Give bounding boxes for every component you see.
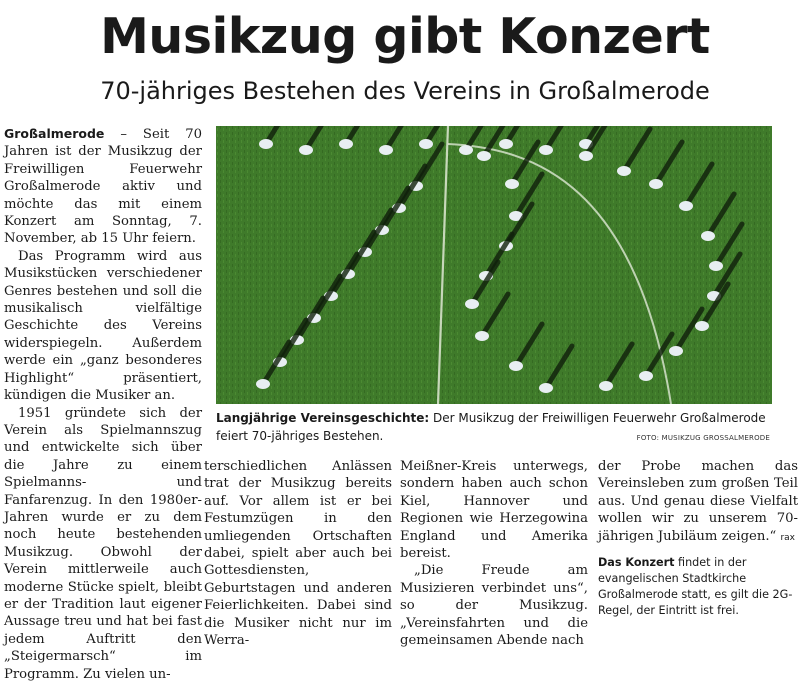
photo-illustration [216,126,772,404]
closing-quote: der Probe machen das Vereinsleben zum großen Teil aus. Und genau diese Vielfalt wollen wir zu unserem 70-jährigen Jubiläum zeigen.“ [598,459,798,544]
subheadline: 70-jähriges Bestehen des Vereins in Großalmerode [0,74,810,108]
concert-info [598,555,798,619]
article-column-2 [204,458,392,649]
musician [477,151,491,161]
author-initials: rax [780,533,795,543]
photo-credit: FOTO: MUSIKZUG GROSSALMERODE [637,434,770,442]
musician [579,151,593,161]
article-paragraph-2: Das Programm wird aus Musikstücken verschiedener Genres bestehen und soll die musikalisch vielfältige Geschichte des Vereins widerspiegeln. Außerdem werde ein „ganz besonderes Highlight“ präsentiert, kündigen die Musiker an. [4,248,202,405]
musician [701,231,715,241]
column-4-text [598,458,798,547]
musician [465,299,479,309]
paragraph-1-text: – Seit 70 Jahren ist der Musikzug der Freiwilligen Feuerwehr Großalmerode aktiv und möchte das mit einem Konzert am Sonntag, 7. November, ab 15 Uhr feiern. [4,127,202,246]
column-3-paragraph-2: „Die Freude am Musizieren verbindet uns“, so der Musikzug. „Vereinsfahrten und die gemeinsamen Abende nach [400,562,588,649]
musician [475,331,489,341]
musician [617,166,631,176]
musician [509,361,523,371]
musician [639,371,653,381]
concert-info-label: Das Konzert [598,556,674,569]
musician [669,346,683,356]
marching-band-aerial-photo [216,126,772,404]
column-3-paragraph-1: Meißner-Kreis unterwegs, sondern haben auch schon Kiel, Hannover und Regionen wie Herzegowina England und Amerika bereist. [400,458,588,562]
musician [679,201,693,211]
musician [599,381,613,391]
musician [299,145,313,155]
musician [256,379,270,389]
article-paragraph-1 [4,125,202,248]
concert-info-text: findet in der evangelischen Stadtkirche Großalmerode statt, es gilt die 2G-Regel, der Eintritt ist frei. [598,556,792,617]
caption-label: Langjährige Vereinsgeschichte: [216,411,429,425]
musician [419,139,433,149]
musician [459,145,473,155]
article-column-1 [4,125,202,683]
musician [695,321,709,331]
musician [339,139,353,149]
musician [649,179,663,189]
musician [709,261,723,271]
article-column-3 [400,458,588,649]
caption-text: Der Musikzug der Freiwilligen Feuerwehr Großalmerode feiert 70-jähriges Bestehen. [216,411,766,443]
musician [539,383,553,393]
dateline: Großalmerode [4,126,104,141]
article-paragraph-3: 1951 gründete sich der Verein als Spielmannszug und entwickelte sich über die Jahre zu einem Spielmanns- und Fanfarenzug. In den 1980er-Jahren wurde er zu dem noch heute bestehenden Musikzug. Obwohl der Verein mittlerweile auch moderne Stücke spielt, bleibt er der Tradition laut eigener Aussage treu und hat bei fast jedem Auftritt den „Steigermarsch“ im Programm. Zu vielen un- [4,405,202,683]
musician [259,139,273,149]
headline: Musikzug gibt Konzert [0,2,810,72]
musician [499,139,513,149]
musician [539,145,553,155]
musician [379,145,393,155]
article-column-4 [598,458,798,619]
musician [505,179,519,189]
column-2-text: terschiedlichen Anlässen trat der Musikzug bereits auf. Vor allem ist er bei Festumzügen in den umliegenden Ortschaften dabei, spielt aber auch bei Gottesdiensten, Geburtstagen und anderen Feierlichkeiten. Dabei sind die Musiker nicht nur im Werra- [204,458,392,649]
